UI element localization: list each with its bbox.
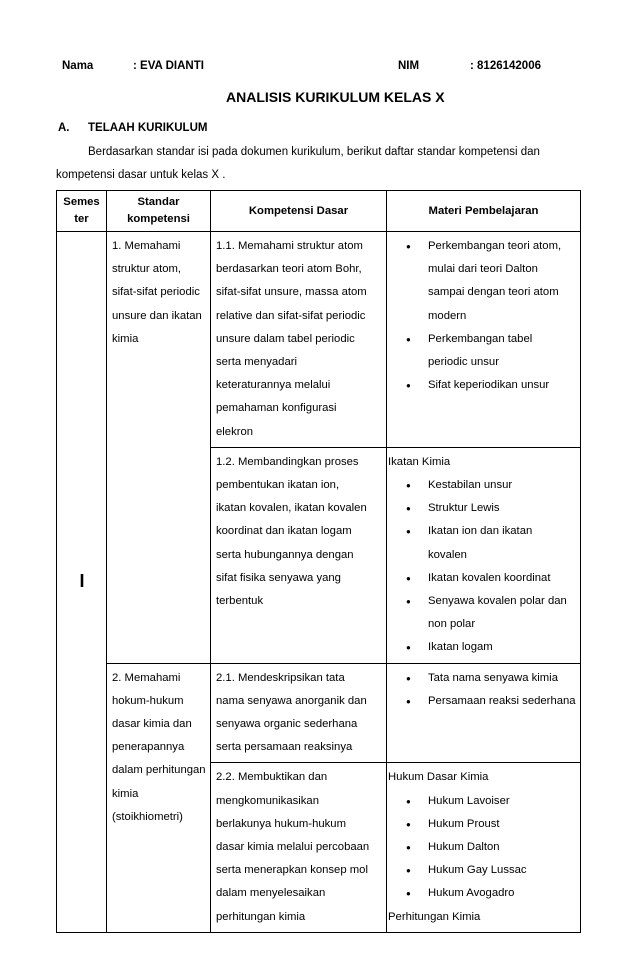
header-kompetensi-dasar: Kompetensi Dasar [211, 191, 387, 232]
sk-line: kimia [112, 787, 139, 800]
materi-line: modern [428, 309, 467, 322]
intro-line-1: Berdasarkan standar isi pada dokumen kurikulum, berikut daftar standar kompetensi dan [88, 146, 540, 158]
kd-line: keteraturannya melalui [216, 379, 331, 392]
kd-line: sifat-sifat unsure, massa atom [216, 286, 367, 299]
sk-line: 1. Memahami [112, 240, 181, 252]
sk-line: dasar kimia dan [112, 718, 192, 731]
materi-line: ● Hukum Proust [428, 817, 500, 830]
kd-line: serta menyadari [216, 356, 297, 369]
materi-line: ● Persamaan reaksi sederhana [428, 694, 576, 707]
semester-cell: I [57, 232, 107, 933]
sk-line: kimia [112, 332, 139, 345]
table-header-row [57, 191, 581, 232]
kd-line: relative dan sifat-sifat periodic [216, 309, 366, 322]
sk-line: unsure dan ikatan [112, 309, 202, 322]
sk-line: struktur atom, [112, 263, 182, 276]
materi-line: ● Hukum Avogadro [428, 887, 515, 900]
materi-1-2 [387, 447, 581, 663]
kd-line: perhitungan kimia [216, 910, 306, 923]
materi-line: ● Kestabilan unsur [428, 479, 513, 492]
kd-line: pembentukan ikatan ion, [216, 479, 340, 492]
list-item [428, 667, 576, 690]
list-item [428, 690, 576, 713]
materi-list [392, 667, 576, 713]
kd-line: senyawa organic sederhana [216, 718, 358, 731]
materi-2-2 [387, 763, 581, 932]
document-title: ANALISIS KURIKULUM KELAS X [226, 89, 445, 105]
section-letter: A. [58, 122, 70, 134]
kd-line: serta persamaan reaksinya [216, 741, 353, 754]
sk-line: hokum-hukum [112, 694, 184, 707]
section-heading: TELAAH KURIKULUM [88, 122, 208, 134]
kompetensi-dasar-2-1 [211, 663, 387, 763]
materi-footer: Perhitungan Kimia [388, 910, 481, 923]
list-item [428, 882, 576, 905]
table-row [57, 663, 581, 763]
header-materi-pembelajaran: Materi Pembelajaran [387, 191, 581, 232]
materi-line: ● Ikatan logam [428, 641, 493, 654]
nim-value: : 8126142006 [470, 60, 541, 72]
list-item [428, 328, 576, 374]
kd-line: elekron [216, 425, 254, 438]
materi-heading: Hukum Dasar Kimia [388, 771, 489, 784]
list-item [428, 859, 576, 882]
header-semester-line-2: ter [74, 213, 89, 225]
standar-kompetensi-1 [107, 232, 211, 664]
list-item [428, 790, 576, 813]
list-item [428, 474, 576, 497]
materi-line: ● Ikatan kovalen koordinat [428, 571, 551, 584]
intro-line-2: kompetensi dasar untuk kelas X . [56, 169, 226, 181]
materi-2-1 [387, 663, 581, 763]
list-item [428, 836, 576, 859]
materi-line: sampai dengan teori atom [428, 286, 559, 299]
materi-line: ● Sifat keperiodikan unsur [428, 379, 550, 392]
kd-line: koordinat dan ikatan logam [216, 525, 352, 538]
header-sk-line-2: kompetensi [127, 213, 190, 225]
materi-line: ● Tata nama senyawa kimia [428, 671, 558, 684]
materi-heading: Ikatan Kimia [388, 455, 451, 468]
kd-line: berdasarkan teori atom Bohr, [216, 263, 362, 276]
header-semester-line-1: Semes [63, 196, 100, 208]
materi-line: mulai dari teori Dalton [428, 263, 538, 276]
kd-line: terbentuk [216, 595, 264, 608]
materi-line: ● Hukum Gay Lussac [428, 864, 527, 877]
kd-line: nama senyawa anorganik dan [216, 694, 367, 707]
materi-line: ● Senyawa kovalen polar dan [428, 595, 567, 608]
nama-value: : EVA DIANTI [133, 60, 204, 72]
sk-line: penerapannya [112, 741, 185, 754]
list-item [428, 520, 576, 566]
kd-line: 1.2. Membandingkan proses [216, 455, 359, 468]
materi-1-1 [387, 232, 581, 448]
kompetensi-dasar-1-2 [211, 447, 387, 663]
standar-kompetensi-2 [107, 663, 211, 932]
materi-line: ● Perkembangan tabel [428, 332, 533, 345]
kd-line: dalam menyelesaikan [216, 887, 326, 900]
materi-list [392, 474, 576, 660]
list-item [428, 567, 576, 590]
kd-line: serta hubungannya dengan [216, 548, 354, 561]
sk-line: (stoikhiometri) [112, 810, 183, 823]
nim-label: NIM [398, 60, 420, 72]
table-row [57, 232, 581, 448]
kompetensi-dasar-2-2 [211, 763, 387, 932]
kd-line: 1.1. Memahami struktur atom [216, 240, 363, 252]
materi-line: non polar [428, 618, 476, 631]
kd-line: unsure dalam tabel periodic [216, 332, 355, 345]
sk-line: 2. Memahami [112, 671, 181, 684]
materi-line: ● Perkembangan teori atom, [428, 240, 562, 252]
materi-list [392, 235, 576, 397]
materi-line: ● Hukum Dalton [428, 841, 500, 854]
list-item [428, 636, 576, 659]
kd-line: dasar kimia melalui percobaan [216, 841, 370, 854]
kd-line: pemahaman konfigurasi [216, 402, 337, 415]
kd-line: serta menerapkan konsep mol [216, 864, 368, 877]
header-standar-kompetensi [107, 191, 211, 232]
list-item [428, 813, 576, 836]
kd-line: berlakunya hukum-hukum [216, 817, 346, 830]
materi-list [392, 790, 576, 906]
header-sk-line-1: Standar [137, 196, 180, 208]
sk-line: sifat-sifat periodic [112, 286, 200, 299]
list-item [428, 590, 576, 636]
list-item [428, 497, 576, 520]
materi-line: ● Struktur Lewis [428, 502, 500, 515]
header-semester [57, 191, 107, 232]
kompetensi-dasar-1-1 [211, 232, 387, 448]
materi-line: kovalen [428, 548, 467, 561]
kd-line: 2.1. Mendeskripsikan tata [216, 671, 345, 684]
kd-line: ikatan kovalen, ikatan kovalen [216, 502, 367, 515]
nama-label: Nama [62, 60, 94, 72]
list-item [428, 374, 576, 397]
kd-line: sifat fisika senyawa yang [216, 571, 341, 584]
sk-line: dalam perhitungan [112, 764, 206, 777]
materi-line: ● Hukum Lavoiser [428, 794, 510, 807]
kd-line: mengkomunikasikan [216, 794, 319, 807]
kd-line: 2.2. Membuktikan dan [216, 771, 328, 784]
materi-line: ● Ikatan ion dan ikatan [428, 525, 533, 538]
materi-line: periodic unsur [428, 356, 499, 369]
list-item [428, 235, 576, 328]
curriculum-table [56, 190, 581, 933]
